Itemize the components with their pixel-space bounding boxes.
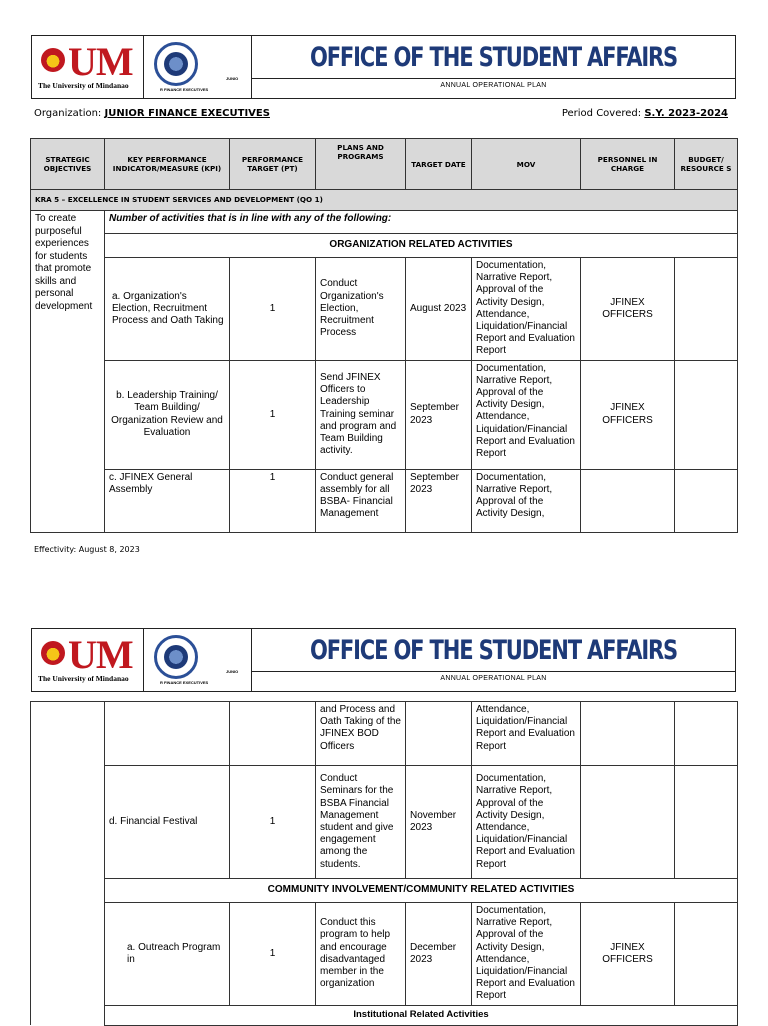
table-row	[31, 258, 738, 361]
plan-cell: Conduct Seminars for the BSBA Financial Management student and give engagement among the students.	[316, 766, 406, 879]
mov-cell: Attendance, Liquidation/Financial Report and Evaluation Report	[472, 702, 581, 766]
mov-cell: Documentation, Narrative Report, Approval of the Activity Design, Attendance, Liquidation/Financial Report and Evaluation Report	[472, 903, 581, 1006]
jfinex-label-2: R FINANCE EXECUTIVES	[160, 680, 209, 685]
header-plans-programs: PLANS AND PROGRAMS	[316, 139, 406, 190]
kpi-cell: c. JFINEX General Assembly	[105, 469, 230, 532]
jfinex-label-2: R FINANCE EXECUTIVES	[160, 87, 209, 92]
table-row	[31, 360, 738, 469]
um-logo	[32, 36, 144, 98]
kra-row: KRA 5 – EXCELLENCE IN STUDENT SERVICES AND DEVELOPMENT (QO 1)	[31, 190, 738, 211]
plan-cell: Send JFINEX Officers to Leadership Training seminar and program and Team Building activity.	[316, 360, 406, 469]
plan-table-page2	[30, 701, 738, 1026]
date-cell: August 2023	[406, 258, 472, 361]
kpi-intro: Number of activities that is in line with any of the following:	[105, 211, 738, 234]
header-kpi: KEY PERFORMANCE INDICATOR/MEASURE (KPI)	[105, 139, 230, 190]
personnel-cell: JFINEX OFFICERS	[581, 360, 675, 469]
um-logo-text: UM	[68, 39, 133, 84]
date-cell: November 2023	[406, 766, 472, 879]
header-mov: MOV	[472, 139, 581, 190]
table-row	[31, 702, 738, 766]
target-cell: 1	[230, 469, 316, 532]
date-cell: September 2023	[406, 360, 472, 469]
page1-header	[31, 35, 736, 99]
kpi-cell: b. Leadership Training/ Team Building/ Organization Review and Evaluation	[105, 360, 230, 469]
budget-cell	[675, 766, 738, 879]
header-budget: BUDGET/ RESOURCE S	[675, 139, 738, 190]
mov-cell: Documentation, Narrative Report, Approval of the Activity Design, Attendance, Liquidation/Financial Report and Evaluation Report	[472, 766, 581, 879]
office-title: OFFICE OF THE STUDENT AFFAIRS	[309, 635, 678, 666]
date-cell	[406, 702, 472, 766]
um-seal-icon	[41, 48, 65, 72]
kpi-cell: a. Organization's Election, Recruitment Process and Oath Taking	[105, 258, 230, 361]
header-performance-target: PERFORMANCE TARGET (PT)	[230, 139, 316, 190]
jfinex-logo	[144, 36, 252, 98]
budget-cell	[675, 702, 738, 766]
budget-cell	[675, 469, 738, 532]
strategic-objective-continued	[31, 702, 105, 1026]
personnel-cell	[581, 469, 675, 532]
target-cell: 1	[230, 360, 316, 469]
kpi-cell	[105, 702, 230, 766]
mov-cell: Documentation, Narrative Report, Approval of the Activity Design,	[472, 469, 581, 532]
budget-cell	[675, 903, 738, 1006]
header-personnel: PERSONNEL IN CHARGE	[581, 139, 675, 190]
organization-value: JUNIOR FINANCE EXECUTIVES	[104, 108, 270, 119]
budget-cell	[675, 360, 738, 469]
office-title: OFFICE OF THE STUDENT AFFAIRS	[309, 42, 678, 73]
table-row	[31, 469, 738, 532]
section-organization: ORGANIZATION RELATED ACTIVITIES	[105, 234, 738, 258]
header-strategic-objectives: STRATEGIC OBJECTIVES	[31, 139, 105, 190]
period-line	[562, 108, 728, 119]
section-community: COMMUNITY INVOLVEMENT/COMMUNITY RELATED ACTIVITIES	[105, 879, 738, 903]
um-logo-text: UM	[68, 632, 133, 677]
effectivity-footer: Effectivity: August 8, 2023	[34, 545, 140, 554]
jfinex-label-1: JUNIO	[226, 76, 239, 81]
personnel-cell: JFINEX OFFICERS	[581, 258, 675, 361]
um-caption: The University of Mindanao	[38, 81, 129, 90]
mov-cell: Documentation, Narrative Report, Approval of the Activity Design, Attendance, Liquidation/Financial Report and Evaluation Report	[472, 360, 581, 469]
date-cell: December 2023	[406, 903, 472, 1006]
plan-table-page1	[30, 138, 738, 533]
mov-cell: Documentation, Narrative Report, Approval of the Activity Design, Attendance, Liquidation/Financial Report and Evaluation Report	[472, 258, 581, 361]
strategic-objective: To create purposeful experiences for students that promote skills and personal development	[31, 211, 105, 533]
plan-subtitle: ANNUAL OPERATIONAL PLAN	[440, 675, 547, 682]
table-row	[31, 766, 738, 879]
period-label: Period Covered:	[561, 108, 642, 119]
organization-label: Organization:	[34, 108, 102, 119]
target-cell	[230, 702, 316, 766]
um-caption: The University of Mindanao	[38, 674, 129, 683]
section-institutional: Institutional Related Activities	[105, 1005, 738, 1025]
kpi-cell: a. Outreach Program in	[105, 903, 230, 1006]
date-cell: September 2023	[406, 469, 472, 532]
jfinex-seal-icon	[154, 635, 198, 679]
jfinex-seal-icon	[154, 42, 198, 86]
jfinex-logo	[144, 629, 252, 691]
jfinex-label-1: JUNIO	[226, 669, 239, 674]
personnel-cell	[581, 766, 675, 879]
plan-cell: and Process and Oath Taking of the JFINEX BOD Officers	[316, 702, 406, 766]
budget-cell	[675, 258, 738, 361]
um-logo	[32, 629, 144, 691]
plan-cell: Conduct this program to help and encourage disadvantaged member in the organization	[316, 903, 406, 1006]
organization-line	[34, 108, 270, 119]
personnel-cell	[581, 702, 675, 766]
plan-cell: Conduct general assembly for all BSBA- Financial Management	[316, 469, 406, 532]
plan-subtitle: ANNUAL OPERATIONAL PLAN	[440, 82, 547, 89]
kpi-cell: d. Financial Festival	[105, 766, 230, 879]
um-seal-icon	[41, 641, 65, 665]
target-cell: 1	[230, 766, 316, 879]
table-row	[31, 903, 738, 1006]
target-cell: 1	[230, 258, 316, 361]
page2-header	[31, 628, 736, 692]
target-cell: 1	[230, 903, 316, 1006]
personnel-cell: JFINEX OFFICERS	[581, 903, 675, 1006]
period-value: S.Y. 2023-2024	[644, 108, 728, 119]
header-target-date: TARGET DATE	[406, 139, 472, 190]
plan-cell: Conduct Organization's Election, Recruitment Process	[316, 258, 406, 361]
